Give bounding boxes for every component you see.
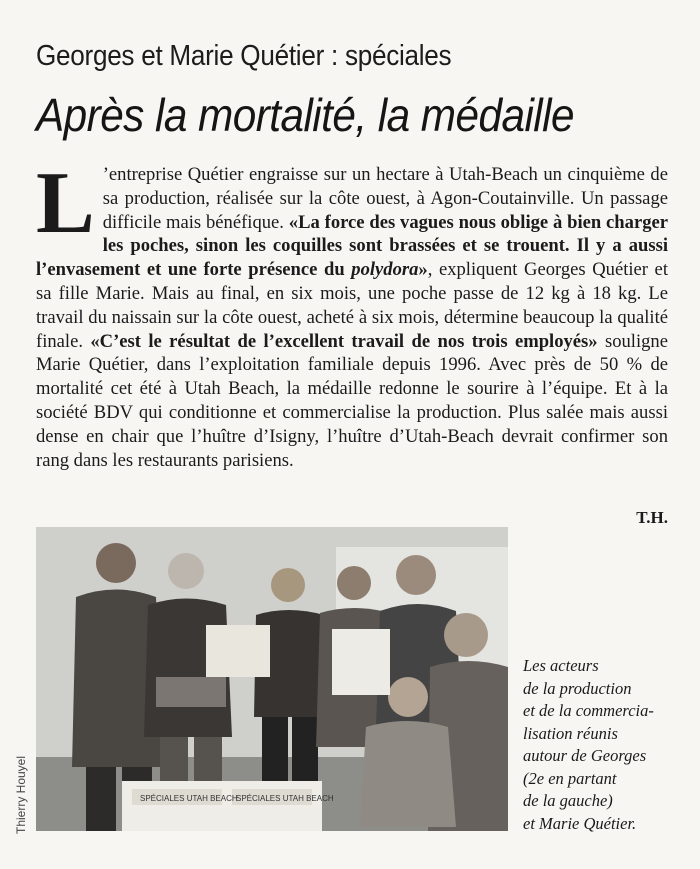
article-quote-1-italic: polydora bbox=[351, 259, 419, 281]
caption-line: (2e en partant bbox=[523, 768, 617, 788]
caption-line: lisation réunis bbox=[523, 723, 618, 743]
caption-line: Les acteurs bbox=[523, 656, 599, 675]
caption-line: autour de Georges bbox=[523, 746, 647, 765]
article-paragraph-1: ’entreprise Quétier engraisse sur un hectare à Utah-Beach un cinquième de sa production, réalisée sur la côte ouest, à Agon-Coutainville. Un passage difficile mais bénéfique. bbox=[102, 164, 668, 233]
caption-line: et Marie Quétier. bbox=[523, 813, 637, 833]
oyster-box-held-2 bbox=[332, 629, 390, 695]
photo-caption bbox=[523, 655, 673, 835]
article-paragraph-3: souligne Marie Quétier, dans l’exploitation familiale depuis 1996. Avec près de 50 % de mortalité cet été à Utah Beach, la médaille redonne le sourire à l’équipe. Et à la société BDV qui conditionne et commercialise la production. Plus salée mais aussi dense en chair que l’huître d’Isigny, l’huître d’Utah-Beach devrait confirmer son rang dans les restaurants parisiens. bbox=[36, 330, 668, 471]
drop-cap: L bbox=[36, 155, 95, 252]
oyster-box-held bbox=[206, 625, 270, 677]
article-paragraph-2: , expliquent Georges Quétier et sa fille Marie. Mais au final, en six mois, une poche passe de 12 kg à 18 kg. Le travail du naissain sur la côte ouest, acheté à six mois, détermine beaucoup la qualité finale. bbox=[36, 259, 668, 352]
article-quote-1: «La force des vagues nous oblige à bien charger les poches, sinon les coquilles sont brassées et se trouent. Il y a aussi l’envasement et une forte présence du polydora» bbox=[36, 211, 668, 281]
box-label-2: SPÉCIALES UTAH BEACH bbox=[236, 794, 334, 803]
article-quote-2: «C’est le résultat de l’excellent travail de nos trois employés» bbox=[90, 330, 598, 352]
author-signature: T.H. bbox=[636, 508, 668, 527]
article-body bbox=[36, 155, 668, 472]
group-photo bbox=[36, 527, 508, 831]
photo-credit: Thierry Houyel bbox=[14, 755, 28, 834]
caption-line: et de la commercia- bbox=[523, 701, 654, 720]
article-headline: Après la mortalité, la médaille bbox=[36, 89, 574, 141]
article-kicker: Georges et Marie Quétier : spéciales bbox=[36, 40, 452, 72]
group-photo-illustration bbox=[36, 527, 508, 831]
box-label-1: SPÉCIALES UTAH BEACH bbox=[140, 794, 238, 803]
caption-line: de la gauche) bbox=[523, 791, 613, 810]
caption-line: de la production bbox=[523, 678, 632, 698]
oyster-boxes-floor bbox=[122, 781, 334, 831]
